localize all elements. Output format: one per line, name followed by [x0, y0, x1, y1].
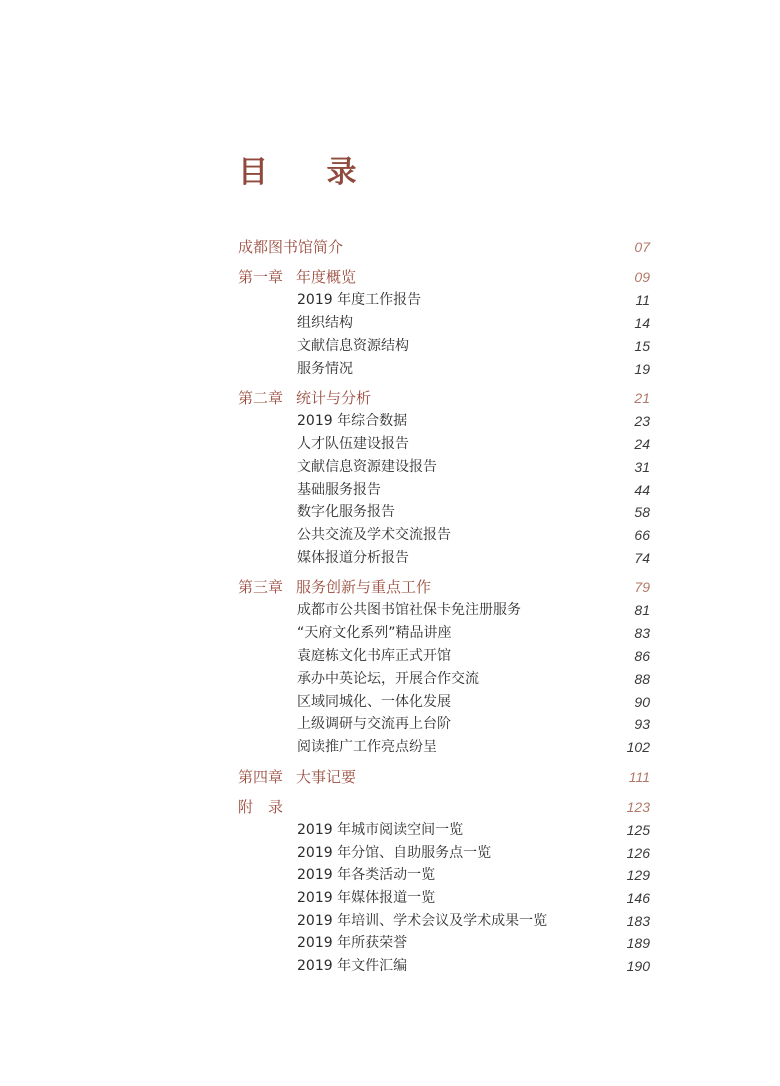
toc-entry-title: 区域同城化、一体化发展	[297, 694, 451, 710]
toc-entry-label	[297, 955, 407, 977]
toc-section-entry	[297, 524, 650, 546]
toc-entry-label	[297, 864, 435, 886]
toc-chapter-entry	[238, 387, 650, 409]
toc-entry-label	[297, 819, 463, 841]
toc-entry-label	[297, 433, 409, 455]
toc-entry-title: 人才队伍建设报告	[297, 436, 409, 452]
toc-section-entry	[297, 547, 650, 569]
toc-page-number: 19	[634, 361, 650, 377]
toc-page-number: 190	[626, 958, 650, 974]
toc-entry-label	[297, 622, 452, 644]
toc-entry-title: 2019 年各类活动一览	[297, 867, 436, 883]
toc-section-entry	[297, 599, 650, 621]
toc-section-entry	[297, 456, 650, 478]
toc-page-number: 11	[635, 292, 650, 308]
chapter-number: 第四章	[238, 768, 284, 786]
toc-page-number: 102	[626, 739, 650, 755]
toc-page-number: 88	[634, 671, 650, 687]
toc-page-number: 24	[634, 436, 650, 452]
toc-section-entry	[297, 312, 650, 334]
toc-entry-label	[297, 736, 437, 758]
toc-entry-title: 统计与分析	[296, 389, 372, 407]
toc-page-number: 44	[634, 482, 650, 498]
toc-page-number: 111	[628, 769, 650, 785]
toc-section-entry	[297, 842, 650, 864]
toc-page-number: 126	[626, 845, 650, 861]
toc-entry-label	[297, 910, 547, 932]
toc-page-number: 93	[634, 716, 650, 732]
toc-page-number: 21	[634, 390, 650, 406]
toc-section-entry	[297, 668, 650, 690]
toc-entry-label	[297, 410, 407, 432]
toc-section-entry	[297, 713, 650, 735]
toc-entry-title: 袁庭栋文化书库正式开馆	[297, 648, 451, 664]
toc-entry-title: 承办中英论坛，开展合作交流	[297, 671, 479, 687]
toc-section-entry	[297, 864, 650, 886]
toc-entry-title: 成都图书馆简介	[238, 238, 344, 256]
toc-page-number: 58	[634, 504, 650, 520]
toc-entry-title: “天府文化系列”精品讲座	[297, 625, 452, 641]
toc-entry-title: 阅读推广工作亮点纷呈	[297, 739, 437, 755]
toc-page-number: 09	[634, 269, 650, 285]
page-title: 目 录	[238, 155, 381, 190]
toc-section-entry	[297, 410, 650, 432]
toc-section-entry	[297, 335, 650, 357]
toc-entry-label	[297, 456, 437, 478]
toc-entry-label	[297, 524, 451, 546]
toc-entry-title: 上级调研与交流再上台阶	[297, 716, 451, 732]
toc-entry-title: 2019 年文件汇编	[297, 958, 408, 974]
toc-chapter-entry	[238, 766, 650, 788]
toc-entry-label	[297, 501, 395, 523]
toc-page-number: 129	[626, 867, 650, 883]
toc-entry-title: 服务创新与重点工作	[296, 578, 432, 596]
toc-section-entry	[297, 932, 650, 954]
toc-page-number: 125	[626, 822, 650, 838]
toc-entry-label	[297, 599, 521, 621]
toc-entry-title: 2019 年所获荣誉	[297, 935, 408, 951]
toc-section-entry	[297, 622, 650, 644]
toc-chapter-entry	[238, 576, 650, 598]
toc-page-number: 31	[634, 459, 650, 475]
toc-entry-label	[297, 358, 353, 380]
toc-section-entry	[297, 433, 650, 455]
toc-page-number: 74	[634, 550, 650, 566]
toc-entry-title: 基础服务报告	[297, 482, 381, 498]
toc-entry-label	[297, 335, 409, 357]
toc-entry-label	[238, 266, 356, 288]
toc-page-number: 86	[634, 648, 650, 664]
toc-section-entry	[297, 887, 650, 909]
toc-section-entry	[297, 358, 650, 380]
toc-section-entry	[297, 645, 650, 667]
toc-entry-title: 文献信息资源建设报告	[297, 459, 437, 475]
toc-entry-label	[297, 691, 451, 713]
toc-entry-label	[297, 289, 421, 311]
toc-page-number: 15	[634, 338, 650, 354]
toc-entry-title: 2019 年综合数据	[297, 413, 408, 429]
toc-page-number: 183	[626, 913, 650, 929]
toc-page-number: 146	[626, 890, 650, 906]
toc-section-entry	[297, 736, 650, 758]
toc-entry-label	[238, 796, 283, 818]
toc-section-entry	[297, 479, 650, 501]
toc-entry-label	[238, 236, 343, 258]
toc-entry-label	[238, 387, 371, 409]
toc-page-number: 90	[634, 694, 650, 710]
toc-page-number: 07	[634, 239, 650, 255]
toc-section-entry	[297, 910, 650, 932]
toc-entry-label	[297, 887, 435, 909]
chapter-number: 第二章	[238, 389, 284, 407]
toc-entry-label	[297, 713, 451, 735]
toc-entry-title: 服务情况	[297, 361, 353, 377]
toc-entry-title: 组织结构	[297, 315, 353, 331]
toc-entry-title: 数字化服务报告	[297, 504, 395, 520]
toc-page-number: 81	[634, 602, 650, 618]
toc-entry-title: 文献信息资源结构	[297, 338, 409, 354]
chapter-number: 第一章	[238, 268, 284, 286]
toc-page-number: 23	[634, 413, 650, 429]
toc-section-entry	[297, 819, 650, 841]
toc-page-number: 66	[634, 527, 650, 543]
toc-section-entry	[297, 289, 650, 311]
toc-entry-label	[297, 547, 409, 569]
toc-entry-title: 大事记要	[296, 768, 357, 786]
toc-page-number: 83	[634, 625, 650, 641]
toc-entry-title: 公共交流及学术交流报告	[297, 527, 451, 543]
toc-page-number: 189	[626, 935, 650, 951]
toc-chapter-entry	[238, 796, 650, 818]
toc-section-entry	[297, 501, 650, 523]
toc-entry-title: 2019 年城市阅读空间一览	[297, 822, 464, 838]
toc-entry-title: 2019 年度工作报告	[297, 292, 422, 308]
toc-entry-label	[297, 312, 353, 334]
toc-entry-label	[297, 479, 381, 501]
toc-entry-title: 2019 年培训、学术会议及学术成果一览	[297, 913, 548, 929]
toc-entry-label	[297, 842, 491, 864]
toc-entry-title: 2019 年媒体报道一览	[297, 890, 436, 906]
toc-section-entry	[297, 691, 650, 713]
toc-page-number: 79	[634, 579, 650, 595]
toc-entry-title: 媒体报道分析报告	[297, 550, 409, 566]
toc-chapter-entry	[238, 266, 650, 288]
toc-chapter-entry	[238, 236, 650, 258]
toc-section-entry	[297, 955, 650, 977]
toc-entry-label	[238, 766, 356, 788]
toc-entry-title: 附 录	[238, 798, 284, 816]
toc-entry-label	[297, 668, 479, 690]
toc-entry-label	[297, 645, 451, 667]
toc-entry-title: 年度概览	[296, 268, 357, 286]
chapter-number: 第三章	[238, 578, 284, 596]
toc-entry-title: 成都市公共图书馆社保卡免注册服务	[297, 602, 521, 618]
toc-entry-label	[297, 932, 407, 954]
toc-page-number: 123	[626, 799, 650, 815]
toc-entry-title: 2019 年分馆、自助服务点一览	[297, 845, 492, 861]
toc-page-number: 14	[634, 315, 650, 331]
toc-entry-label	[238, 576, 431, 598]
